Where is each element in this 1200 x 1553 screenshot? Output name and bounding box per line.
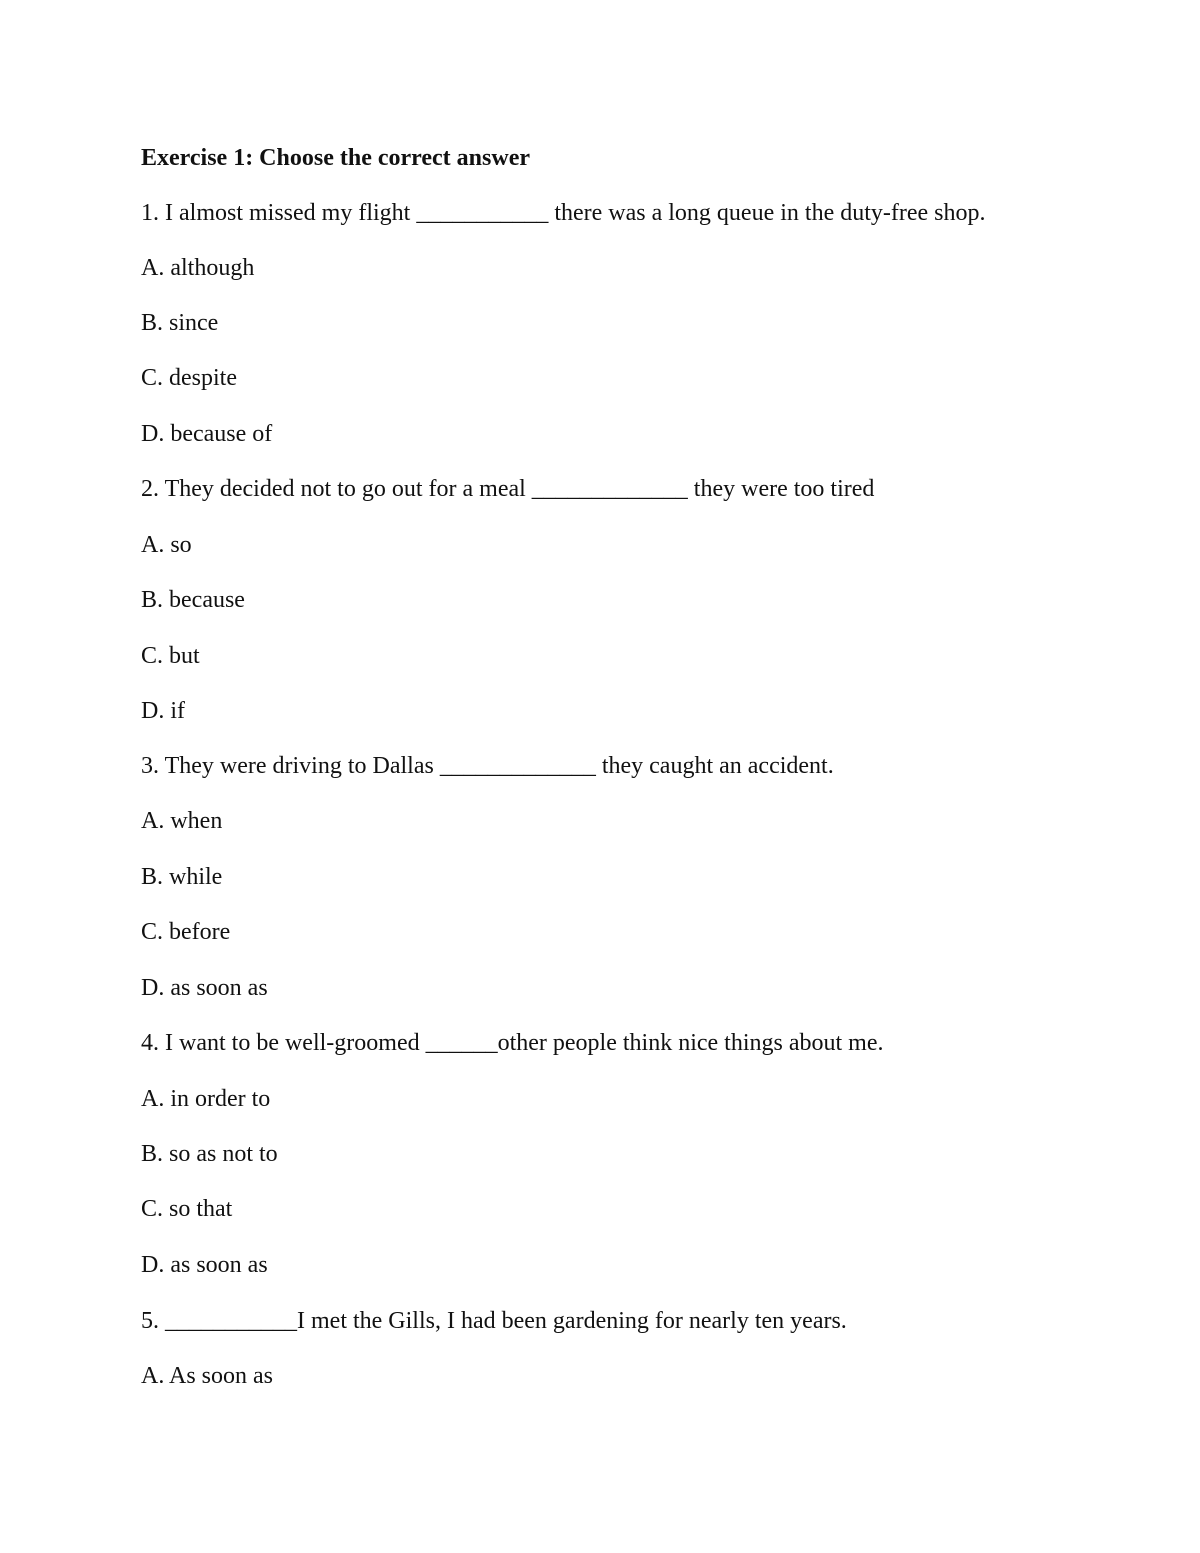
question-1-option-b: B. since bbox=[141, 310, 219, 336]
question-2-option-b: B. because bbox=[141, 587, 245, 613]
question-2-option-c: C. but bbox=[141, 643, 200, 669]
question-4-option-a: A. in order to bbox=[141, 1086, 271, 1112]
question-1-option-a: A. although bbox=[141, 255, 255, 281]
question-3-option-a: A. when bbox=[141, 808, 223, 834]
question-5: 5. ___________I met the Gills, I had been gardening for nearly ten years. bbox=[141, 1308, 847, 1334]
question-1-option-d: D. because of bbox=[141, 421, 273, 447]
question-3-option-d: D. as soon as bbox=[141, 975, 268, 1001]
question-2-option-a: A. so bbox=[141, 532, 192, 558]
question-3-option-c: C. before bbox=[141, 919, 231, 945]
question-5-option-a: A. As soon as bbox=[141, 1363, 274, 1389]
question-4-option-d: D. as soon as bbox=[141, 1252, 268, 1278]
question-4-option-b: B. so as not to bbox=[141, 1141, 278, 1167]
question-4-option-c: C. so that bbox=[141, 1196, 233, 1222]
question-4: 4. I want to be well-groomed ______other people think nice things about me. bbox=[141, 1030, 884, 1056]
exercise-title: Exercise 1: Choose the correct answer bbox=[141, 145, 530, 171]
question-3-option-b: B. while bbox=[141, 864, 223, 890]
question-1: 1. I almost missed my flight ___________ there was a long queue in the duty-free shop. bbox=[141, 200, 986, 226]
question-2: 2. They decided not to go out for a meal _____________ they were too tired bbox=[141, 476, 875, 502]
question-1-option-c: C. despite bbox=[141, 365, 237, 391]
question-3: 3. They were driving to Dallas _____________ they caught an accident. bbox=[141, 753, 834, 779]
question-2-option-d: D. if bbox=[141, 698, 185, 724]
